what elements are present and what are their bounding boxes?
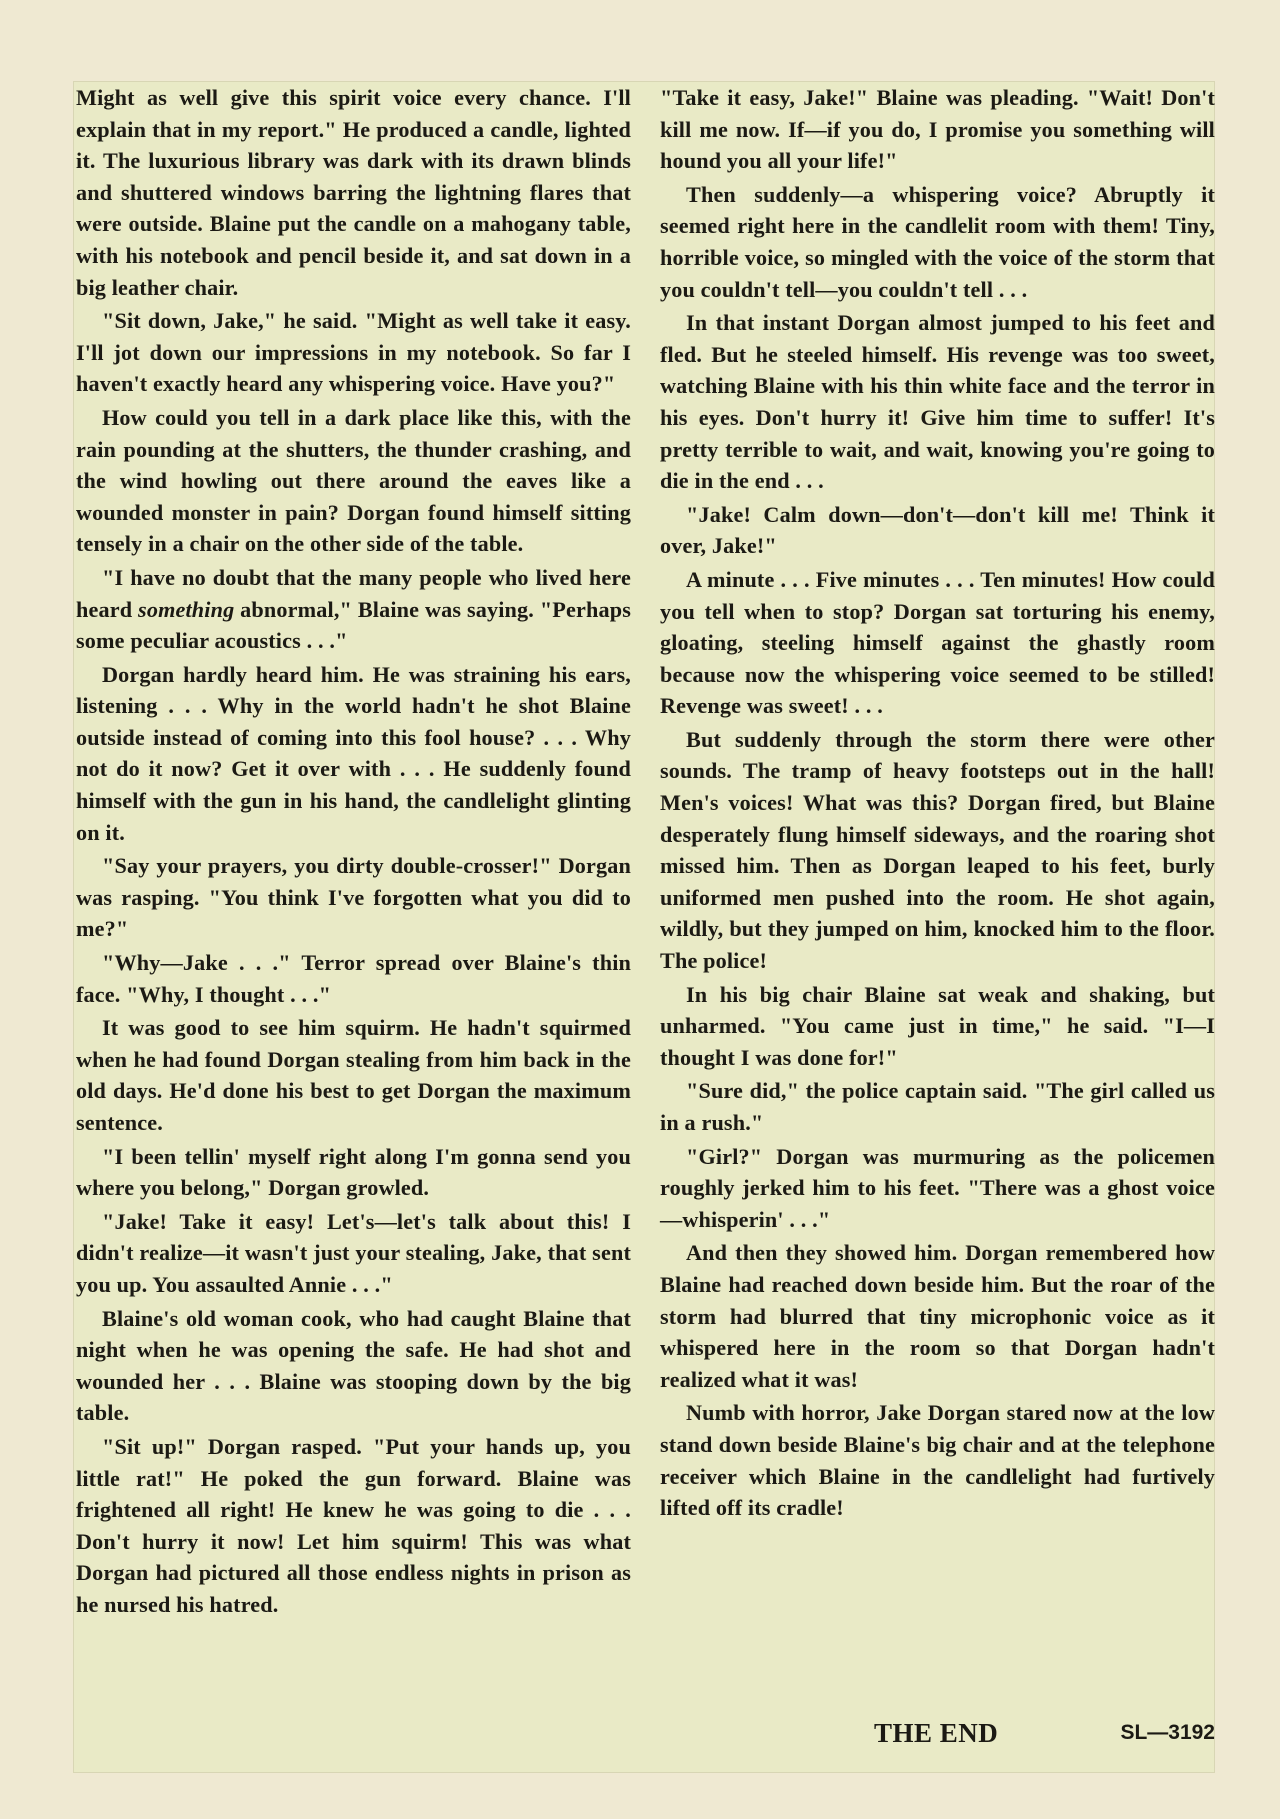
story-footer [660,1718,1215,1758]
paragraph: But suddenly through the storm there were other sounds. The tramp of heavy footsteps out in the hall! Men's voices! What was this? Dorgan fired, but Blaine desperately flung himself sideways, and the roaring shot missed him. Then as Dorgan leaped to his feet, burly uniformed men pushed into the room. He shot again, wildly, but they jumped on him, knocked him to the floor. The police! [660,726,1215,974]
paragraph-text: abnormal," Blaine was saying. "Perhaps some peculiar acoustics . . ." [76,596,631,654]
paragraph: And then they showed him. Dorgan remembered how Blaine had reached down beside him. But the roar of the storm had blurred that tiny microphonic voice as it whispered here in the room so that Dorgan hadn't realized what it was! [660,1240,1215,1392]
paragraph-text: "I have no doubt that the many people who lived here heard [76,564,631,622]
paragraph: "Why—Jake . . ." Terror spread over Blaine's thin face. "Why, I thought . . ." [76,950,631,1007]
italic-word: something [138,596,235,622]
paragraph: "Sit down, Jake," he said. "Might as well take it easy. I'll jot down our impressions in my notebook. So far I haven't exactly heard any whispering voice. Have you?" [76,308,631,397]
paragraph: Might as well give this spirit voice every chance. I'll explain that in my report." He produced a candle, lighted it. The luxurious library was dark with its drawn blinds and shuttered windows barring the lightning flares that were outside. Blaine put the candle on a mahogany table, with his notebook and pencil beside it, and sat down in a big leather chair. [76,85,631,300]
left-text-column [76,82,631,1623]
paragraph: "Sit up!" Dorgan rasped. "Put your hands up, you little rat!" He poked the gun forward. Blaine was frightened all right! He knew he was going to die . . . Don't hurry it now! Let him squirm! This was what Dorgan had pictured all those endless nights in prison as he nursed his hatred. [76,1433,631,1617]
paragraph: Numb with horror, Jake Dorgan stared now at the low stand down beside Blaine's big chair and at the telephone receiver which Blaine in the candlelight had furtively lifted off its cradle! [660,1400,1215,1521]
paragraph: "Girl?" Dorgan was murmuring as the policemen roughly jerked him to his feet. "There was a ghost voice—whisperin' . . ." [660,1143,1215,1232]
the-end-label: THE END [874,1718,999,1748]
paragraph: Blaine's old woman cook, who had caught Blaine that night when he was opening the safe. He had shot and wounded her . . . Blaine was stooping down by the big table. [76,1305,631,1426]
paragraph: "Take it easy, Jake!" Blaine was pleading. "Wait! Don't kill me now. If—if you do, I promise you something will hound you all your life!" [660,85,1215,174]
paragraph: It was good to see him squirm. He hadn't squirmed when he had found Dorgan stealing from him back in the old days. He'd done his best to get Dorgan the maximum sentence. [76,1015,631,1135]
paragraph: "Jake! Take it easy! Let's—let's talk about this! I didn't realize—it wasn't just your stealing, Jake, that sent you up. You assaulted Annie . . ." [76,1208,631,1297]
paragraph: In that instant Dorgan almost jumped to his feet and fled. But he steeled himself. His revenge was too sweet, watching Blaine with his thin white face and the terror in his eyes. Don't hurry it! Give him time to suffer! It's pretty terrible to wait, and wait, knowing you're going to die in the end . . . [660,310,1215,494]
paragraph: In his big chair Blaine sat weak and shaking, but unharmed. "You came just in time," he said. "I—I thought I was done for!" [660,981,1215,1070]
paragraph: Then suddenly—a whispering voice? Abruptly it seemed right here in the candlelit room with them! Tiny, horrible voice, so mingled with the voice of the storm that you couldn't tell—you couldn't tell . . . [660,181,1215,302]
paragraph: "Say your prayers, you dirty double-crosser!" Dorgan was rasping. "You think I've forgotten what you did to me?" [76,853,631,942]
paragraph: "I been tellin' myself right along I'm gonna send you where you belong," Dorgan growled. [76,1143,631,1201]
paragraph: "Jake! Calm down—don't—don't kill me! Think it over, Jake!" [660,501,1215,559]
paragraph [76,562,631,657]
paragraph: "Sure did," the police captain said. "The girl called us in a rush." [660,1078,1215,1135]
story-code: SL—3192 [1120,1721,1215,1744]
paragraph: Dorgan hardly heard him. He was straining his ears, listening . . . Why in the world hadn't he shot Blaine outside instead of coming into this fool house? . . . Why not do it now? Get it over with . . . He suddenly found himself with the gun in his hand, the candlelight glinting on it. [76,661,631,845]
right-text-column [660,82,1215,1526]
paragraph: How could you tell in a dark place like this, with the rain pounding at the shutters, the thunder crashing, and the wind howling out there around the eaves like a wounded monster in pain? Dorgan found himself sitting tensely in a chair on the other side of the table. [76,404,631,557]
paragraph: A minute . . . Five minutes . . . Ten minutes! How could you tell when to stop? Dorgan sat torturing his enemy, gloating, steeling himself against the ghastly room because now the whispering voice seemed to be stilled! Revenge was sweet! . . . [660,566,1215,719]
